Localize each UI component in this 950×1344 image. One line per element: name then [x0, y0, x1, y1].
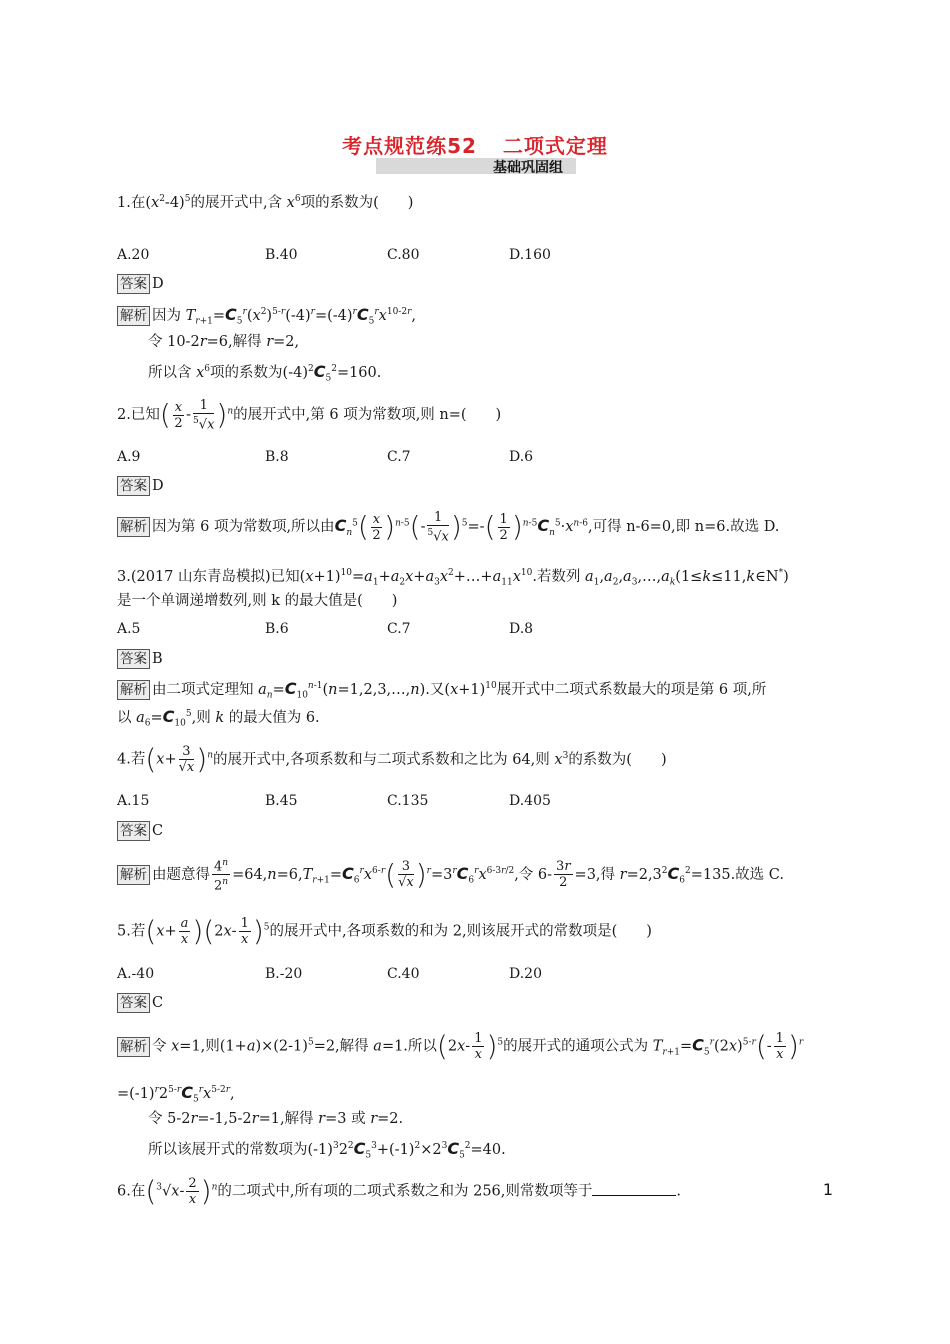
q5-answer	[117, 992, 163, 1014]
q1-option-d: D.160	[509, 247, 551, 263]
q2-option-c: C.7	[387, 449, 411, 465]
q1-analysis-1: 解析 因为 $T_{r+1}=C_5^r(x^2)^{5-r}(-4)^r=(-4)^rC_5^rx^{10-2r}$,	[117, 301, 416, 333]
q1-option-b: B.40	[265, 247, 298, 263]
analysis-tag: 解析	[117, 306, 150, 326]
page-title	[0, 130, 950, 159]
q5-option-b: B.-20	[265, 966, 303, 982]
q1-question: 1.在$(x^2-4)^5$的展开式中,含 $x^6$项的系数为( )	[117, 194, 414, 211]
answer-blank[interactable]	[592, 1181, 676, 1196]
q1-answer-value: D	[152, 276, 164, 292]
q1-analysis-2: 令 10-2r=6,解得 r=2,	[148, 334, 300, 350]
q2-option-d: D.6	[509, 449, 534, 465]
q5-option-c: C.40	[387, 966, 420, 982]
answer-tag: 答案	[117, 476, 150, 496]
title-right: 二项式定理	[502, 134, 608, 158]
q2-analysis: 解析 因为第 6 项为常数项,所以由$C_n^5$( $\frac{x}{2}$ )$^{n-5}$(- $\frac{1}{^5√x}$ )$^5$=-( $\frac{1}{2}$ )$^{n-5}C_n^5\cdot x^{n-6}$,可得 n-6=0,即 n=6.故选 D.	[117, 510, 779, 544]
answer-tag: 答案	[117, 649, 150, 669]
page-number: 1	[822, 1180, 833, 1199]
q1-option-c: C.80	[387, 247, 420, 263]
q1-analysis-3: 所以含 $x^6$项的系数为$(-4)^2C_5^2=160$.	[148, 361, 382, 384]
q5-analysis-2: $=(-1)^r2^{5-r}C_5^rx^{5-2r}$,	[117, 1082, 235, 1105]
q5-answer-value: C	[152, 995, 164, 1011]
q6-question: 6.在($^3$√x- $\frac{2}{x}$ )$^n$的二项式中,所有项的二项式系数之和为 256,则常数项等于 .	[117, 1174, 681, 1208]
q5-option-a: A.-40	[117, 966, 155, 982]
analysis-tag: 解析	[117, 1037, 150, 1057]
q3-question-line1: 3.(2017 山东青岛模拟)已知$(x+1)^{10}=a_1+a_2x+a_3x^2+\dots+a_{11}x^{10}$.若数列 $a_1,a_2,a_3,\dots,a_k(1\le k\le 11,k\in N^*)$	[117, 568, 789, 588]
analysis-tag: 解析	[117, 517, 150, 537]
q4-option-c: C.135	[387, 793, 429, 809]
q2-answer-value: D	[152, 478, 164, 494]
analysis-tag: 解析	[117, 680, 150, 700]
answer-tag: 答案	[117, 993, 150, 1013]
q4-answer-value: C	[152, 823, 164, 839]
q1-option-a: A.20	[117, 247, 150, 263]
title-left: 考点规范练52	[342, 134, 477, 158]
q3-option-d: D.8	[509, 621, 534, 637]
q4-option-d: D.405	[509, 793, 551, 809]
q5-question: 5.若(x+ $\frac{a}{x}$ )(2x- $\frac{1}{x}$ )$^5$的展开式中,各项系数的和为 2,则该展开式的常数项是( )	[117, 914, 652, 948]
analysis-tag: 解析	[117, 865, 150, 885]
q3-option-b: B.6	[265, 621, 289, 637]
q2-option-a: A.9	[117, 449, 141, 465]
q1-answer	[117, 273, 164, 295]
q3-option-a: A.5	[117, 621, 141, 637]
q4-answer	[117, 820, 163, 842]
q3-answer	[117, 648, 163, 670]
q3-analysis-1: 解析 由二项式定理知 $a_n=C_{10}^{n-1}(n=1,2,3,\dots,n)$.又$(x+1)^{10}$展开式中二项式系数最大的项是第 6 项,所	[117, 675, 766, 707]
q2-question: 2.已知( $\frac{x}{2}$ - $\frac{1}{^5√x}$ )$^n$的展开式中,第 6 项为常数项,则 n=( )	[117, 398, 502, 433]
q4-question: 4.若(x+ $\frac{3}{√x}$ )$^n$的展开式中,各项系数和与二项式系数和之比为 64,则 $x^3$的系数为( )	[117, 742, 667, 776]
q3-analysis-2: 以 $a_6=C_{10}^5$,则 k 的最大值为 6.	[117, 706, 320, 729]
q3-answer-value: B	[152, 651, 163, 667]
q2-option-b: B.8	[265, 449, 289, 465]
q5-analysis-4: 所以该展开式的常数项为$(-1)^32^2C_5^3+(-1)^2\times 2^3C_5^2=40$.	[148, 1138, 506, 1161]
q5-analysis-1: 解析 令 x=1,则$(1+a)\times(2-1)^5=2$,解得 a=1.所以(2x- $\frac{1}{x}$ )$^5$的展开式的通项公式为 $T_{r+1}=C_5^r(2x)^{5-r}(-$ $\frac{1}{x}$ )$^r$	[117, 1031, 803, 1063]
answer-tag: 答案	[117, 274, 150, 294]
answer-tag: 答案	[117, 821, 150, 841]
q3-option-c: C.7	[387, 621, 411, 637]
q3-question-line2: 是一个单调递增数列,则 k 的最大值是( )	[117, 593, 398, 609]
section-label: 基础巩固组	[493, 160, 563, 176]
q5-option-d: D.20	[509, 966, 542, 982]
q4-option-a: A.15	[117, 793, 150, 809]
q4-analysis: 解析 由题意得 $\frac{4^n}{2^n}$ $=64,n=6,T_{r+1}=C_6^rx^{6-r}$( $\frac{3}{√x}$ )$^r=3^rC_6^rx^{6-3r/2}$,令 6- $\frac{3r}{2}$ =3,得 $r=2,3^2C_6^2=135$.故选 C.	[117, 856, 784, 894]
q2-answer	[117, 475, 164, 497]
q4-option-b: B.45	[265, 793, 298, 809]
q5-analysis-3: 令 5-2r=-1,5-2r=1,解得 r=3 或 r=2.	[148, 1111, 404, 1127]
